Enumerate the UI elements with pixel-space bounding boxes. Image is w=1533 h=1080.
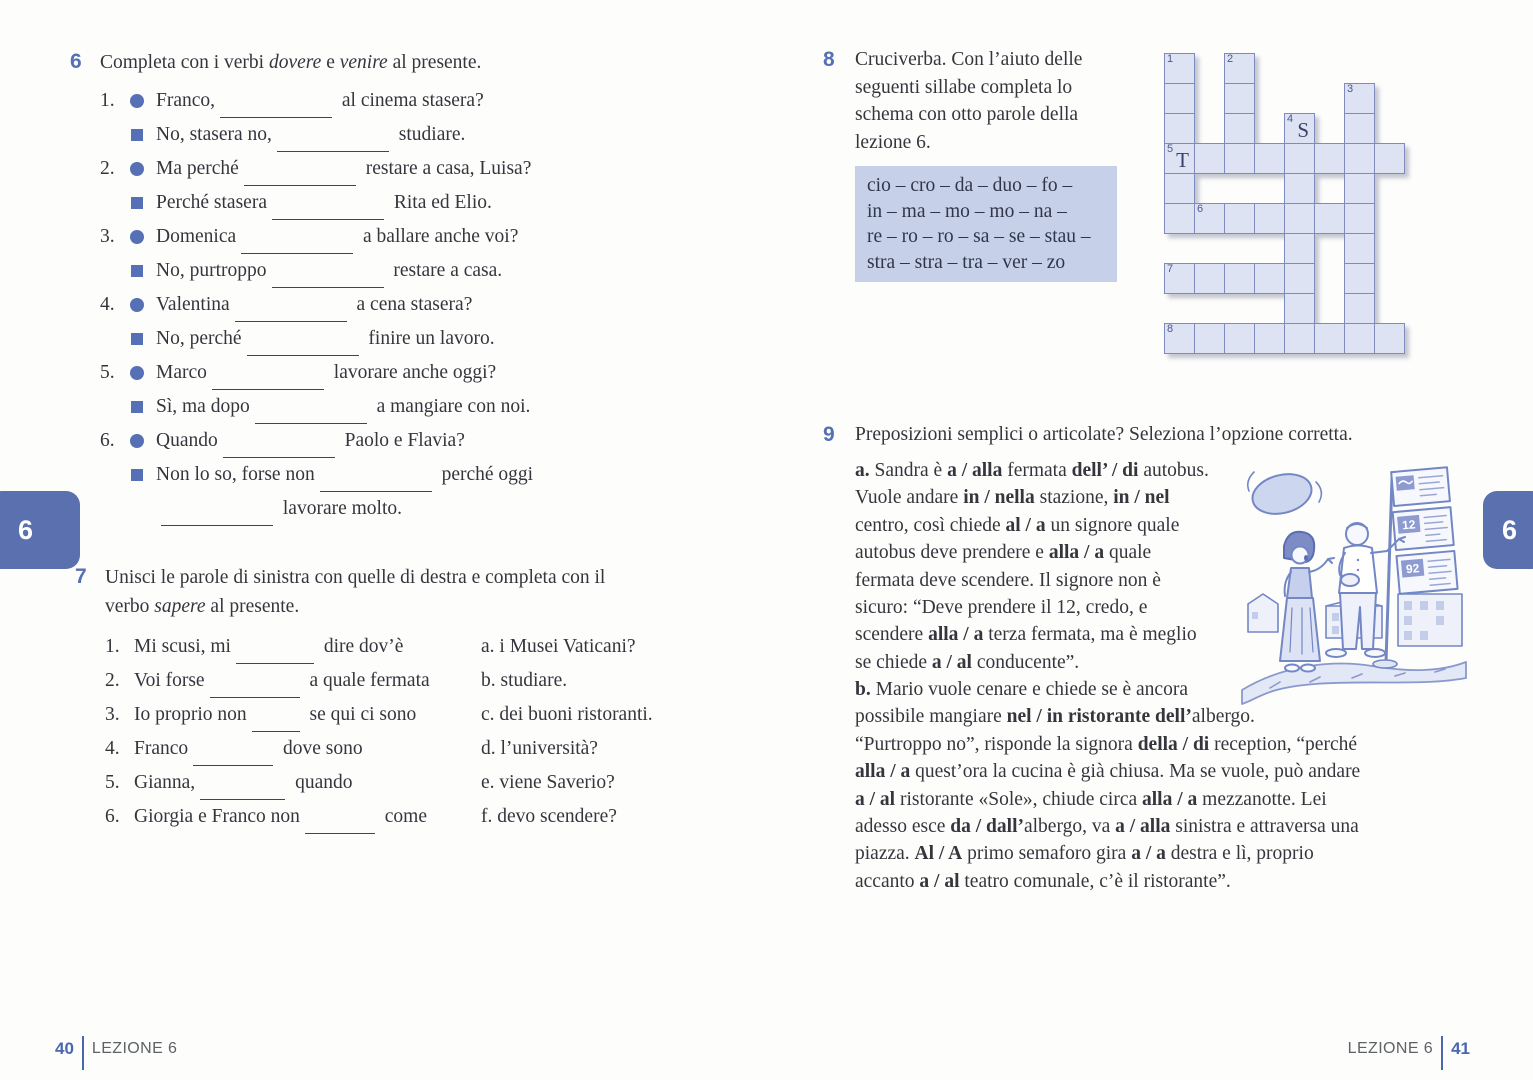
- item-number: [100, 322, 130, 356]
- crossword-cell: [1254, 143, 1285, 174]
- crossword-cell: [1374, 323, 1405, 354]
- crossword-cell: [1194, 263, 1225, 294]
- crossword-cell: [1344, 83, 1375, 114]
- item-number: 2.: [105, 670, 120, 691]
- crossword-cell: [1194, 203, 1225, 234]
- dialogue-text: Valentina a cena stasera?: [156, 288, 472, 322]
- item-number: 3.: [105, 704, 120, 725]
- match-left-text: Io proprio non se qui ci sono: [134, 698, 481, 732]
- answer-blank: [223, 438, 335, 458]
- lesson-tab-label: 6: [18, 514, 34, 545]
- page-number: 40: [55, 1039, 74, 1058]
- page-number: 41: [1451, 1039, 1470, 1058]
- exercise9-number: 9: [823, 423, 835, 446]
- square-bullet-icon: [130, 458, 156, 492]
- dialogue-line: [100, 356, 533, 390]
- match-row: [105, 732, 653, 766]
- text-line: cio – cro – da – duo – fo –: [867, 175, 1073, 196]
- match-row: [105, 630, 653, 664]
- answer-blank: [161, 506, 273, 526]
- dialogue-text: Sì, ma dopo a mangiare con noi.: [156, 390, 530, 424]
- match-left-text: Gianna, quando: [134, 766, 481, 800]
- dialogue-text: Franco, al cinema stasera?: [156, 84, 484, 118]
- dialogue-line: [100, 424, 533, 458]
- item-number: [100, 254, 130, 288]
- crossword-cell: [1224, 323, 1255, 354]
- dialogue-line: [100, 186, 533, 220]
- answer-blank: [272, 200, 384, 220]
- crossword-cell: [1224, 143, 1255, 174]
- text-line: scendere alla / a terza fermata, ma è meglio: [855, 624, 1197, 646]
- item-number: 3.: [100, 226, 115, 247]
- item-number: 4.: [100, 294, 115, 315]
- footer-right: [1348, 1036, 1470, 1070]
- crossword-cell: [1284, 263, 1315, 294]
- answer-blank: [272, 268, 384, 288]
- match-right-text: c. dei buoni ristoranti.: [481, 704, 653, 725]
- square-bullet-icon: [130, 186, 156, 220]
- text-line: seguenti sillabe completa lo: [855, 76, 1073, 98]
- crossword-cell: [1164, 113, 1195, 144]
- syllable-box: [855, 166, 1117, 282]
- answer-blank: [305, 814, 375, 834]
- bullet-spacer: [130, 492, 156, 526]
- clue-number: 1: [1167, 53, 1174, 65]
- exercise7-title: [105, 563, 605, 621]
- text-line: “Purtroppo no”, risponde la signora della / di reception, “perché: [855, 733, 1358, 755]
- text-line: lezione 6.: [855, 131, 931, 153]
- clue-number: 5: [1167, 143, 1174, 155]
- crossword-cell: [1194, 323, 1225, 354]
- crossword-cell: [1164, 53, 1195, 84]
- dialogue-line: [100, 220, 533, 254]
- square-bullet-icon: [130, 322, 156, 356]
- match-row: [105, 698, 653, 732]
- exercise9-title: Preposizioni semplici o articolate? Seleziona l’opzione corretta.: [855, 424, 1353, 445]
- text-line: accanto a / al teatro comunale, c’è il ristorante”.: [855, 870, 1231, 892]
- lesson-tab-label: 6: [1501, 514, 1517, 545]
- match-left-text: Voi forse a quale fermata: [134, 664, 481, 698]
- square-bullet-icon: [130, 118, 156, 152]
- square-bullet-icon: [130, 390, 156, 424]
- item-number: [100, 492, 130, 526]
- printed-letter: T: [1176, 148, 1189, 172]
- crossword-cell: [1164, 83, 1195, 114]
- printed-letter: S: [1297, 118, 1309, 142]
- item-number: 5.: [105, 772, 120, 793]
- crossword-cell: [1344, 143, 1375, 174]
- crossword-cell: [1284, 113, 1315, 144]
- answer-blank: [277, 132, 389, 152]
- dialogue-line: [100, 458, 533, 492]
- crossword-cell: [1254, 203, 1285, 234]
- answer-blank: [212, 370, 324, 390]
- crossword-cell: [1314, 203, 1345, 234]
- dialogue-text: No, perché finire un lavoro.: [156, 322, 495, 356]
- item-number: 1.: [100, 90, 115, 111]
- match-left-text: Giorgia e Franco non come: [134, 800, 481, 834]
- dialogue-text: Ma perché restare a casa, Luisa?: [156, 152, 531, 186]
- crossword-cell: [1164, 173, 1195, 204]
- lesson-label: LEZIONE 6: [1347, 1040, 1434, 1057]
- answer-blank: [235, 302, 347, 322]
- match-left-text: Mi scusi, mi dire dov’è: [134, 630, 481, 664]
- exercise6-number: 6: [70, 50, 82, 73]
- item-number: 6.: [105, 806, 120, 827]
- crossword-cell: [1314, 323, 1345, 354]
- dialogue-text: Domenica a ballare anche voi?: [156, 220, 518, 254]
- crossword-cell: [1284, 143, 1315, 174]
- match-left-text: Franco dove sono: [134, 732, 481, 766]
- text-line: b. Mario vuole cenare e chiede se è ancora: [855, 679, 1188, 700]
- crossword-cell: [1344, 293, 1375, 324]
- dialogue-text: No, purtroppo restare a casa.: [156, 254, 502, 288]
- text-line: stra – stra – tra – ver – zo: [867, 251, 1066, 273]
- dialogue-line: [100, 492, 533, 526]
- clue-number: 8: [1167, 323, 1174, 335]
- crossword-cell: [1344, 173, 1375, 204]
- street-scene-illustration: [1240, 456, 1470, 706]
- crossword-cell: [1284, 233, 1315, 264]
- text-line: re – ro – ro – sa – se – stau –: [867, 226, 1091, 247]
- bus-route-number: 12: [1401, 517, 1417, 533]
- answer-blank: [200, 780, 285, 800]
- item-number: [100, 118, 130, 152]
- answer-blank: [244, 166, 356, 186]
- circle-bullet-icon: [130, 288, 156, 322]
- exercise8-number: 8: [823, 48, 835, 71]
- answer-blank: [255, 404, 367, 424]
- circle-bullet-icon: [130, 220, 156, 254]
- dialogue-line: [100, 390, 533, 424]
- dialogue-text: Non lo so, forse non perché oggi: [156, 458, 533, 492]
- crossword-cell: [1344, 233, 1375, 264]
- exercise8-title: [855, 46, 1125, 156]
- answer-blank: [210, 678, 300, 698]
- sun-icon: [1248, 468, 1315, 519]
- clue-number: 4: [1287, 113, 1294, 125]
- crossword-cell: [1224, 113, 1255, 144]
- exercise6-items: [100, 84, 533, 526]
- dialogue-line: [100, 84, 533, 118]
- match-row: [105, 800, 653, 834]
- footer-divider: [82, 1036, 84, 1070]
- crossword-grid: [1164, 53, 1406, 355]
- crossword-cell: [1254, 263, 1285, 294]
- dialogue-text: Quando Paolo e Flavia?: [156, 424, 465, 458]
- item-number: [100, 458, 130, 492]
- crossword-cell: [1224, 53, 1255, 84]
- crossword-cell: [1344, 323, 1375, 354]
- crossword-cell: [1164, 143, 1195, 174]
- item-number: 5.: [100, 362, 115, 383]
- crossword-cell: [1254, 323, 1285, 354]
- text-line: autobus deve prendere e alla / a quale: [855, 542, 1152, 564]
- woman-figure: [1280, 532, 1334, 672]
- clue-number: 7: [1167, 263, 1174, 275]
- item-number: 1.: [105, 636, 120, 657]
- circle-bullet-icon: [130, 356, 156, 390]
- clue-number: 3: [1347, 83, 1354, 95]
- item-number: 6.: [100, 430, 115, 451]
- dialogue-line: [100, 288, 533, 322]
- text-line: alla / a quest’ora la cucina è già chiusa. Ma se vuole, può andare: [855, 761, 1361, 783]
- crossword-cell: [1164, 263, 1195, 294]
- crossword-cell: [1224, 83, 1255, 114]
- crossword-cell: [1344, 263, 1375, 294]
- text-line: a. Sandra è a / alla fermata dell’ / di autobus.: [855, 460, 1209, 481]
- dialogue-line: [100, 322, 533, 356]
- curb: [1242, 662, 1466, 704]
- item-number: 2.: [100, 158, 115, 179]
- exercise6-title: Completa con i verbi dovere e venire al presente.: [100, 52, 482, 73]
- dialogue-line: [100, 254, 533, 288]
- item-number: [100, 390, 130, 424]
- crossword-cell: [1224, 263, 1255, 294]
- dialogue-line: [100, 118, 533, 152]
- text-line: possibile mangiare nel / in ristorante dell’albergo.: [855, 706, 1255, 728]
- crossword-cell: [1284, 293, 1315, 324]
- crossword-cell: [1194, 143, 1225, 174]
- crossword-cell: [1224, 203, 1255, 234]
- match-right-text: b. studiare.: [481, 670, 568, 691]
- circle-bullet-icon: [130, 424, 156, 458]
- text-line: Unisci le parole di sinistra con quelle di destra e completa con il: [105, 567, 606, 588]
- crossword-cell: [1284, 323, 1315, 354]
- exercise8-section: [855, 46, 1125, 282]
- clue-number: 6: [1197, 203, 1204, 215]
- text-line: schema con otto parole della: [855, 104, 1079, 125]
- clue-number: 2: [1227, 53, 1234, 65]
- dialogue-text: Marco lavorare anche oggi?: [156, 356, 496, 390]
- text-line: sicuro: “Deve prendere il 12, credo, e: [855, 597, 1148, 619]
- match-right-text: a. i Musei Vaticani?: [481, 636, 636, 657]
- crossword-cell: [1344, 203, 1375, 234]
- answer-blank: [320, 472, 432, 492]
- lesson-label: LEZIONE 6: [91, 1040, 178, 1057]
- answer-blank: [193, 746, 273, 766]
- dialogue-line: [100, 152, 533, 186]
- exercise7-rows: [105, 630, 653, 834]
- text-line: a / al ristorante «Sole», chiude circa alla / a mezzanotte. Lei: [855, 788, 1327, 810]
- text-line: in – ma – mo – mo – na –: [867, 200, 1067, 222]
- crossword-cell: [1164, 203, 1195, 234]
- match-right-text: f. devo scendere?: [481, 806, 617, 827]
- match-row: [105, 766, 653, 800]
- item-number: [100, 186, 130, 220]
- circle-bullet-icon: [130, 152, 156, 186]
- text-line: se chiede a / al conducente”.: [855, 651, 1080, 673]
- text-line: fermata deve scendere. Il signore non è: [855, 569, 1161, 591]
- answer-blank: [236, 644, 314, 664]
- crossword-cell: [1284, 203, 1315, 234]
- dialogue-text: Perché stasera Rita ed Elio.: [156, 186, 492, 220]
- paragraph-a: [855, 457, 1209, 676]
- crossword-cell: [1284, 173, 1315, 204]
- lesson-tab-left: [0, 491, 80, 569]
- match-right-text: d. l’università?: [481, 738, 598, 759]
- square-bullet-icon: [130, 254, 156, 288]
- item-number: 4.: [105, 738, 120, 759]
- paragraph-b: [855, 676, 1360, 895]
- text-line: adesso esce da / dall’albergo, va a / alla sinistra e attraversa una: [855, 816, 1359, 838]
- text-line: centro, così chiede al / a un signore quale: [855, 514, 1180, 536]
- answer-blank: [252, 712, 300, 732]
- text-line: Cruciverba. Con l’aiuto delle: [855, 49, 1083, 70]
- lesson-tab-right: [1483, 491, 1533, 569]
- answer-blank: [247, 336, 359, 356]
- text-line: Vuole andare in / nella stazione, in / nel: [855, 487, 1170, 509]
- exercise7-number: 7: [75, 565, 87, 588]
- circle-bullet-icon: [130, 84, 156, 118]
- answer-blank: [241, 234, 353, 254]
- crossword-cell: [1374, 143, 1405, 174]
- match-row: [105, 664, 653, 698]
- crossword-cell: [1164, 323, 1195, 354]
- crossword-cell: [1344, 113, 1375, 144]
- footer-left: [55, 1036, 177, 1070]
- answer-blank: [220, 98, 332, 118]
- text-line: verbo sapere al presente.: [105, 596, 300, 617]
- text-line: piazza. Al / A primo semaforo gira a / a destra e lì, proprio: [855, 843, 1314, 865]
- crossword-cell: [1314, 143, 1345, 174]
- bus-route-number: 92: [1405, 561, 1420, 577]
- dialogue-text: No, stasera no, studiare.: [156, 118, 465, 152]
- dialogue-text: lavorare molto.: [156, 492, 402, 526]
- match-right-text: e. viene Saverio?: [481, 772, 615, 793]
- footer-divider: [1441, 1036, 1443, 1070]
